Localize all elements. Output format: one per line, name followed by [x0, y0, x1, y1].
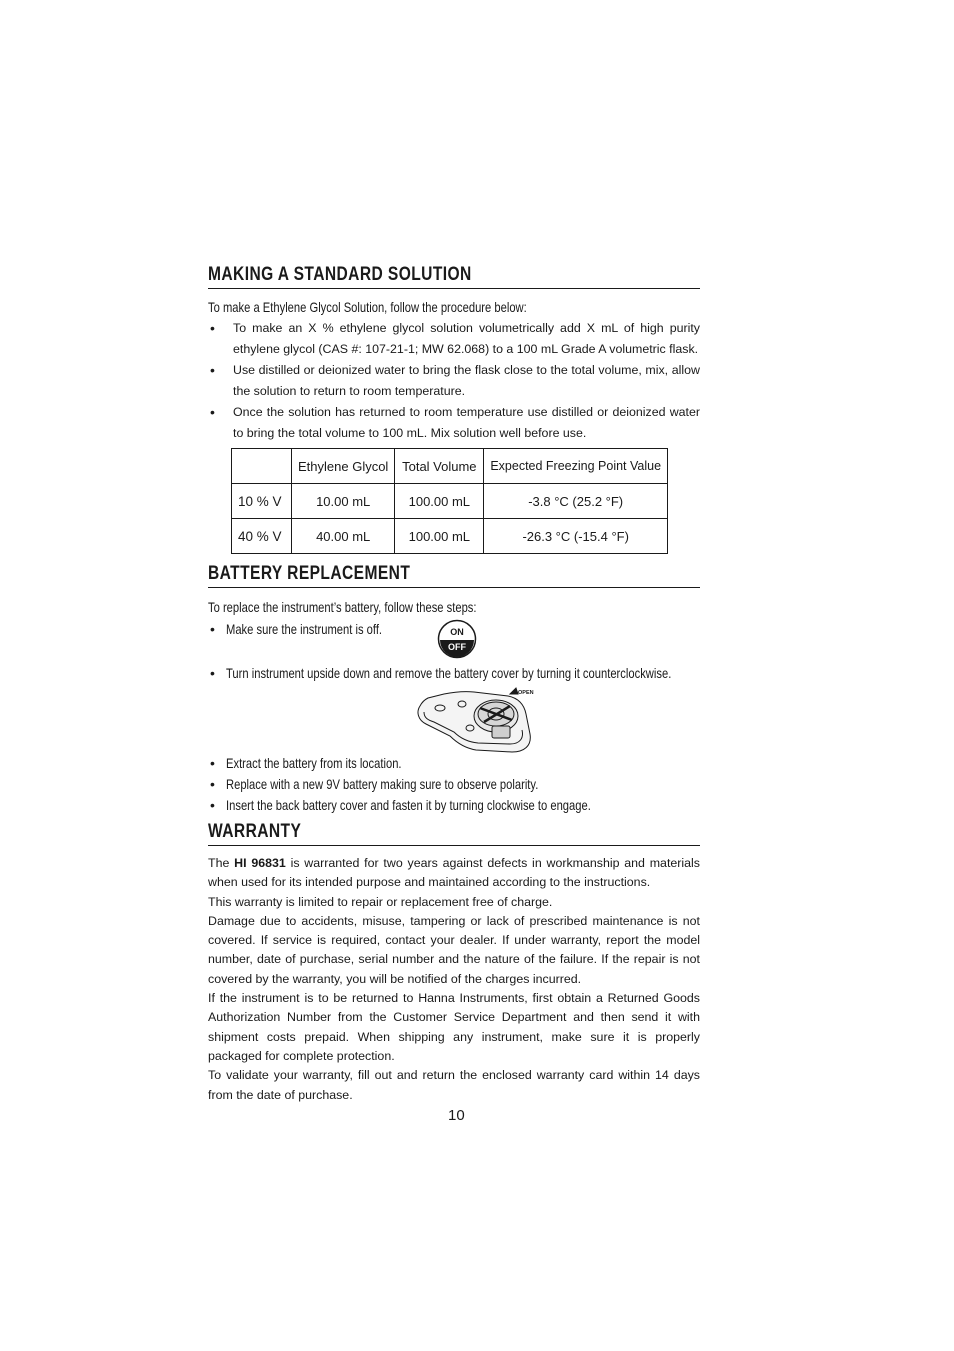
table-row — [232, 519, 668, 554]
heading-battery-replacement: BATTERY REPLACEMENT — [208, 563, 700, 588]
warranty-paragraph-4: If the instrument is to be returned to Hanna Instruments, first obtain a Returned Goods Authorization Number from the Customer Service Department and then send it with shipment costs prepaid. When shipping any instrument, make sure it is properly packaged for complete protection. — [208, 991, 700, 1063]
warranty-text — [208, 854, 700, 1105]
heading-making-standard-solution: MAKING A STANDARD SOLUTION — [208, 264, 700, 289]
table-header-cell: Ethylene Glycol — [292, 449, 395, 484]
table-cell: -26.3 °C (-15.4 °F) — [484, 519, 668, 554]
battery-intro: To replace the instrument’s battery, follow these steps: — [208, 599, 477, 615]
table-cell: 10 % V — [232, 484, 292, 519]
on-label: ON — [450, 627, 464, 637]
solution-bullet-3: • Once the solution has returned to room temperature use distilled or deionized water to bring the total volume to 100 mL. Mix solution well before use. — [210, 404, 700, 440]
table-cell: -3.8 °C (25.2 °F) — [484, 484, 668, 519]
page-number: 10 — [448, 1107, 465, 1124]
warranty-paragraph-1: The HI 96831 is warranted for two years against defects in workmanship and materials when used for its intended purpose and maintained according to the instructions. — [208, 856, 700, 890]
warranty-paragraph-3: Damage due to accidents, misuse, tampering or lack of prescribed maintenance is not covered. If service is required, contact your dealer. If under warranty, report the model number, date of purchase, serial number and the nature of the failure. If the repair is not covered by the warranty, you will be notified of the charges incurred. — [208, 913, 700, 986]
table-cell: 40.00 mL — [292, 519, 395, 554]
model-number: HI 96831 — [234, 856, 286, 870]
table-header-row — [232, 449, 668, 484]
table-cell: 10.00 mL — [292, 484, 395, 519]
solution-bullet-2: • Use distilled or deionized water to bring the flask close to the total volume, mix, allow the solution to return to room temperature. — [210, 362, 700, 398]
off-label: OFF — [448, 642, 466, 652]
battery-bullet-4: • Replace with a new 9V battery making sure to observe polarity. — [210, 776, 539, 792]
table-header-cell — [232, 449, 292, 484]
table-cell: 100.00 mL — [395, 519, 484, 554]
battery-bullet-1: • Make sure the instrument is off. — [210, 621, 383, 637]
battery-bullet-5: • Insert the back battery cover and fasten it by turning clockwise to engage. — [210, 797, 591, 813]
battery-bullet-2: • Turn instrument upside down and remove the battery cover by turning it counterclockwise. — [210, 665, 672, 681]
battery-bullet-3: • Extract the battery from its location. — [210, 755, 402, 771]
table-row — [232, 484, 668, 519]
warranty-paragraph-5: To validate your warranty, fill out and return the enclosed warranty card within 14 days from the date of purchase. — [208, 1068, 700, 1102]
solution-intro: To make a Ethylene Glycol Solution, follow the procedure below: — [208, 299, 527, 315]
open-label: OPEN — [518, 690, 534, 696]
table-header-cell: Expected Freezing Point Value — [484, 449, 668, 484]
on-off-button-icon — [437, 619, 477, 659]
meter-battery-cover-illustration — [414, 686, 536, 758]
table-cell: 100.00 mL — [395, 484, 484, 519]
heading-warranty: WARRANTY — [208, 821, 700, 846]
table-header-cell: Total Volume — [395, 449, 484, 484]
table-cell: 40 % V — [232, 519, 292, 554]
freezing-point-table — [231, 448, 668, 554]
solution-bullet-1: • To make an X % ethylene glycol solution volumetrically add X mL of high purity ethylene glycol (CAS #: 107-21-1; MW 62.068) to a 100 mL Grade A volumetric flask. — [210, 320, 700, 356]
warranty-paragraph-2: This warranty is limited to repair or replacement free of charge. — [208, 894, 553, 909]
